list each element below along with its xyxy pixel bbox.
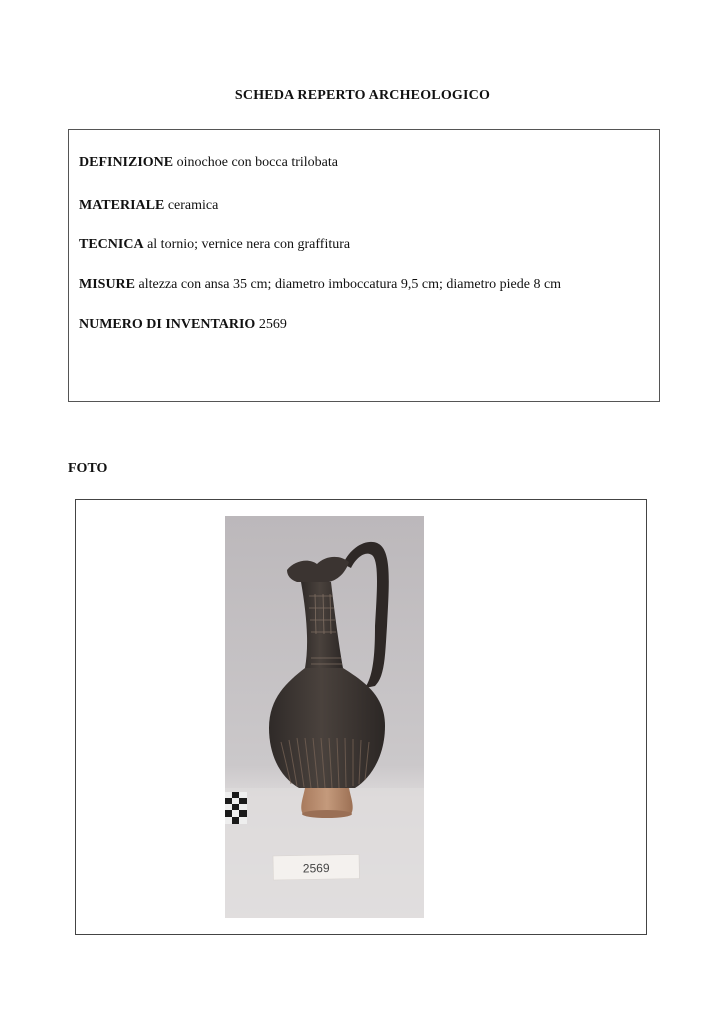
field-label: MATERIALE xyxy=(79,198,165,213)
photo-section-label: FOTO xyxy=(68,461,108,476)
field-label: MISURE xyxy=(79,277,136,292)
field-value: al tornio; vernice nera con graffitura xyxy=(147,237,351,252)
field-value: 2569 xyxy=(258,317,287,332)
inventory-tag xyxy=(273,854,359,879)
field-value: oinochoe con bocca trilobata xyxy=(176,155,338,170)
page-title: SCHEDA REPERTO ARCHEOLOGICO xyxy=(234,88,491,103)
field-definizione xyxy=(79,155,338,171)
field-value: altezza con ansa 35 cm; diametro imboccatura 9,5 cm; diametro piede 8 cm xyxy=(138,277,562,292)
inventory-tag-text: 2569 xyxy=(302,861,330,876)
field-materiale xyxy=(79,198,218,214)
field-numero-inventario xyxy=(79,317,287,333)
artifact-info-box xyxy=(68,129,660,402)
field-label: TECNICA xyxy=(79,237,144,252)
field-tecnica xyxy=(79,237,350,253)
field-label: NUMERO DI INVENTARIO xyxy=(79,317,256,332)
field-value: ceramica xyxy=(167,198,219,213)
field-misure xyxy=(79,277,561,293)
field-label: DEFINIZIONE xyxy=(79,155,174,170)
scale-bar xyxy=(225,792,247,824)
photo-frame xyxy=(75,499,647,935)
artifact-photo xyxy=(225,516,424,918)
